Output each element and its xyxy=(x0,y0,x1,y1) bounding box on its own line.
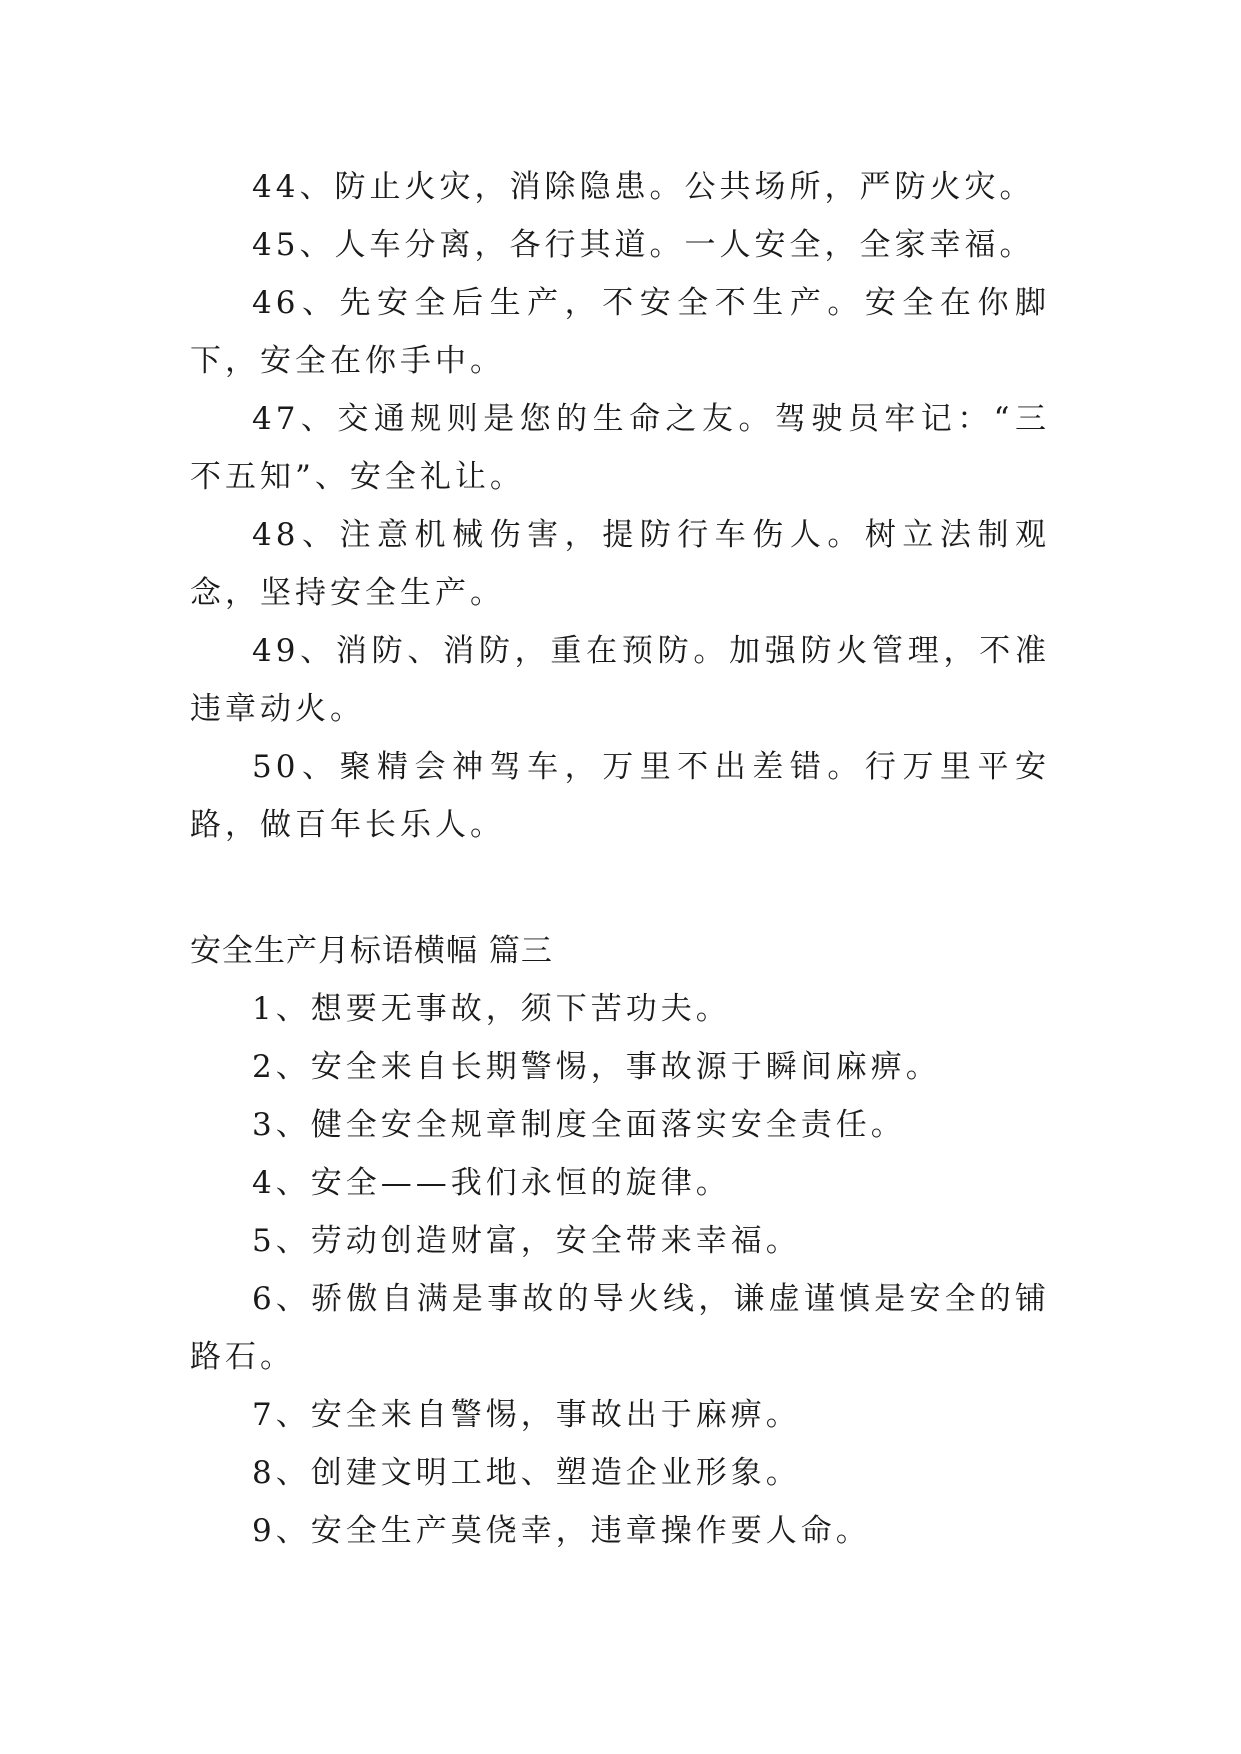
slogan-item: 1、想要无事故，须下苦功夫。 xyxy=(252,991,731,1027)
slogan-item: 47、交通规则是您的生命之友。驾驶员牢记：“三不五知”、安全礼让。 xyxy=(190,401,1050,495)
slogan-item: 6、骄傲自满是事故的导火线，谦虚谨慎是安全的铺路石。 xyxy=(190,1281,1050,1375)
slogan-item: 2、安全来自长期警惕，事故源于瞬间麻痹。 xyxy=(252,1049,941,1085)
slogan-item: 48、注意机械伤害，提防行车伤人。树立法制观念，坚持安全生产。 xyxy=(190,517,1050,611)
document-body xyxy=(190,158,1050,1560)
slogan-item: 45、人车分离，各行其道。一人安全，全家幸福。 xyxy=(252,227,1035,263)
slogan-item: 50、聚精会神驾车，万里不出差错。行万里平安路，做百年长乐人。 xyxy=(190,749,1050,843)
slogan-item: 4、安全——我们永恒的旋律。 xyxy=(252,1165,731,1201)
slogan-item: 5、劳动创造财富，安全带来幸福。 xyxy=(252,1223,801,1259)
slogan-item: 8、创建文明工地、塑造企业形象。 xyxy=(252,1455,801,1491)
slogan-item: 46、先安全后生产，不安全不生产。安全在你脚下，安全在你手中。 xyxy=(190,285,1050,379)
slogan-item: 49、消防、消防，重在预防。加强防火管理，不准违章动火。 xyxy=(190,633,1050,727)
slogan-item: 44、防止火灾，消除隐患。公共场所，严防火灾。 xyxy=(252,169,1035,205)
slogan-item: 9、安全生产莫侥幸，违章操作要人命。 xyxy=(252,1513,871,1549)
slogan-item: 7、安全来自警惕，事故出于麻痹。 xyxy=(252,1397,801,1433)
slogan-item: 3、健全安全规章制度全面落实安全责任。 xyxy=(252,1107,906,1143)
section-heading: 安全生产月标语横幅 篇三 xyxy=(190,933,553,969)
